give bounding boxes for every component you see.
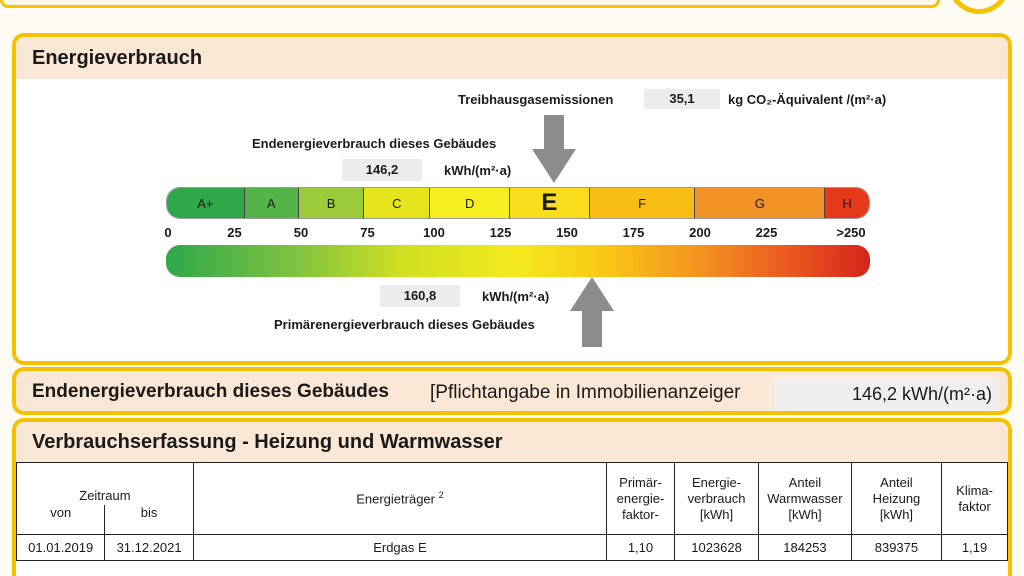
cell-hot-water: 184253 <box>759 535 852 561</box>
final-energy-value: 146,2 <box>342 159 422 181</box>
scale-tick-label: 225 <box>755 225 778 240</box>
scale-tick-label: >250 <box>836 225 866 240</box>
energy-consumption-panel <box>12 33 1012 365</box>
energy-class-scale <box>166 187 870 219</box>
scale-tick-label: 0 <box>164 225 172 240</box>
col-header-heating: Anteil Heizung [kWh] <box>851 463 941 535</box>
energy-class-a-plus: A+ <box>167 188 245 218</box>
col-header-period: Zeitraum <box>17 463 194 505</box>
final-energy-unit: kWh/(m²·a) <box>444 163 512 178</box>
primary-energy-arrow-icon <box>570 277 614 347</box>
panel-title: Verbrauchserfassung - Heizung und Warmwasser <box>16 422 1008 462</box>
energy-class-h: H <box>825 188 869 218</box>
col-header-to: bis <box>105 505 193 535</box>
previous-panel-edge <box>0 0 940 8</box>
emissions-unit: kg CO₂-Äquivalent /(m²·a) <box>728 92 887 107</box>
final-energy-arrow-icon <box>532 115 576 185</box>
emissions-label: Treibhausgasemissionen <box>458 92 614 107</box>
primary-energy-unit: kWh/(m²·a) <box>482 289 550 304</box>
scale-tick-label: 75 <box>360 225 375 240</box>
badge-circle <box>948 0 1010 14</box>
energy-gradient-bar <box>166 245 870 277</box>
summary-value: 146,2 kWh/(m²·a) <box>774 377 1000 411</box>
energy-class-d: D <box>430 188 510 218</box>
energy-class-g: G <box>695 188 825 218</box>
col-header-climate-factor: Klima- faktor <box>942 463 1008 535</box>
final-energy-summary-panel <box>12 367 1012 415</box>
energy-class-e: E <box>510 188 590 218</box>
primary-energy-label: Primärenergieverbrauch dieses Gebäudes <box>274 317 535 332</box>
energy-class-a: A <box>245 188 299 218</box>
cell-consumption: 1023628 <box>674 535 758 561</box>
scale-tick-label: 125 <box>489 225 512 240</box>
table-row <box>17 535 1008 561</box>
final-energy-label: Endenergieverbrauch dieses Gebäudes <box>252 136 497 151</box>
scale-tick-label: 50 <box>293 225 309 240</box>
col-header-hot-water: Anteil Warmwasser [kWh] <box>759 463 852 535</box>
energy-class-b: B <box>299 188 365 218</box>
cell-from: 01.01.2019 <box>17 535 105 561</box>
col-header-from: von <box>17 505 105 535</box>
summary-note: [Pflichtangabe in Immobilienanzeiger <box>430 382 741 403</box>
cell-to: 31.12.2021 <box>105 535 193 561</box>
energy-class-f: F <box>590 188 696 218</box>
cell-primary-factor: 1,10 <box>607 535 675 561</box>
col-header-primary-factor: Primär- energie- faktor- <box>607 463 675 535</box>
primary-energy-value: 160,8 <box>380 285 460 307</box>
consumption-table <box>16 462 1008 561</box>
col-header-consumption: Energie- verbrauch [kWh] <box>674 463 758 535</box>
consumption-record-panel <box>12 418 1012 576</box>
summary-title: Endenergieverbrauch dieses Gebäudes <box>32 381 389 402</box>
scale-tick-label: 150 <box>556 225 578 240</box>
scale-tick-label: 175 <box>622 225 645 240</box>
emissions-value: 35,1 <box>644 89 720 109</box>
panel-title: Energieverbrauch <box>16 37 1008 79</box>
cell-energy-carrier: Erdgas E <box>193 535 606 561</box>
scale-tick-label: 100 <box>423 225 445 240</box>
scale-tick-label: 25 <box>227 225 242 240</box>
cell-climate-factor: 1,19 <box>942 535 1008 561</box>
col-header-energy-carrier: Energieträger $^2$ <box>193 463 606 535</box>
cell-heating: 839375 <box>851 535 941 561</box>
energy-class-c: C <box>364 188 430 218</box>
scale-tick-label: 200 <box>689 225 711 240</box>
